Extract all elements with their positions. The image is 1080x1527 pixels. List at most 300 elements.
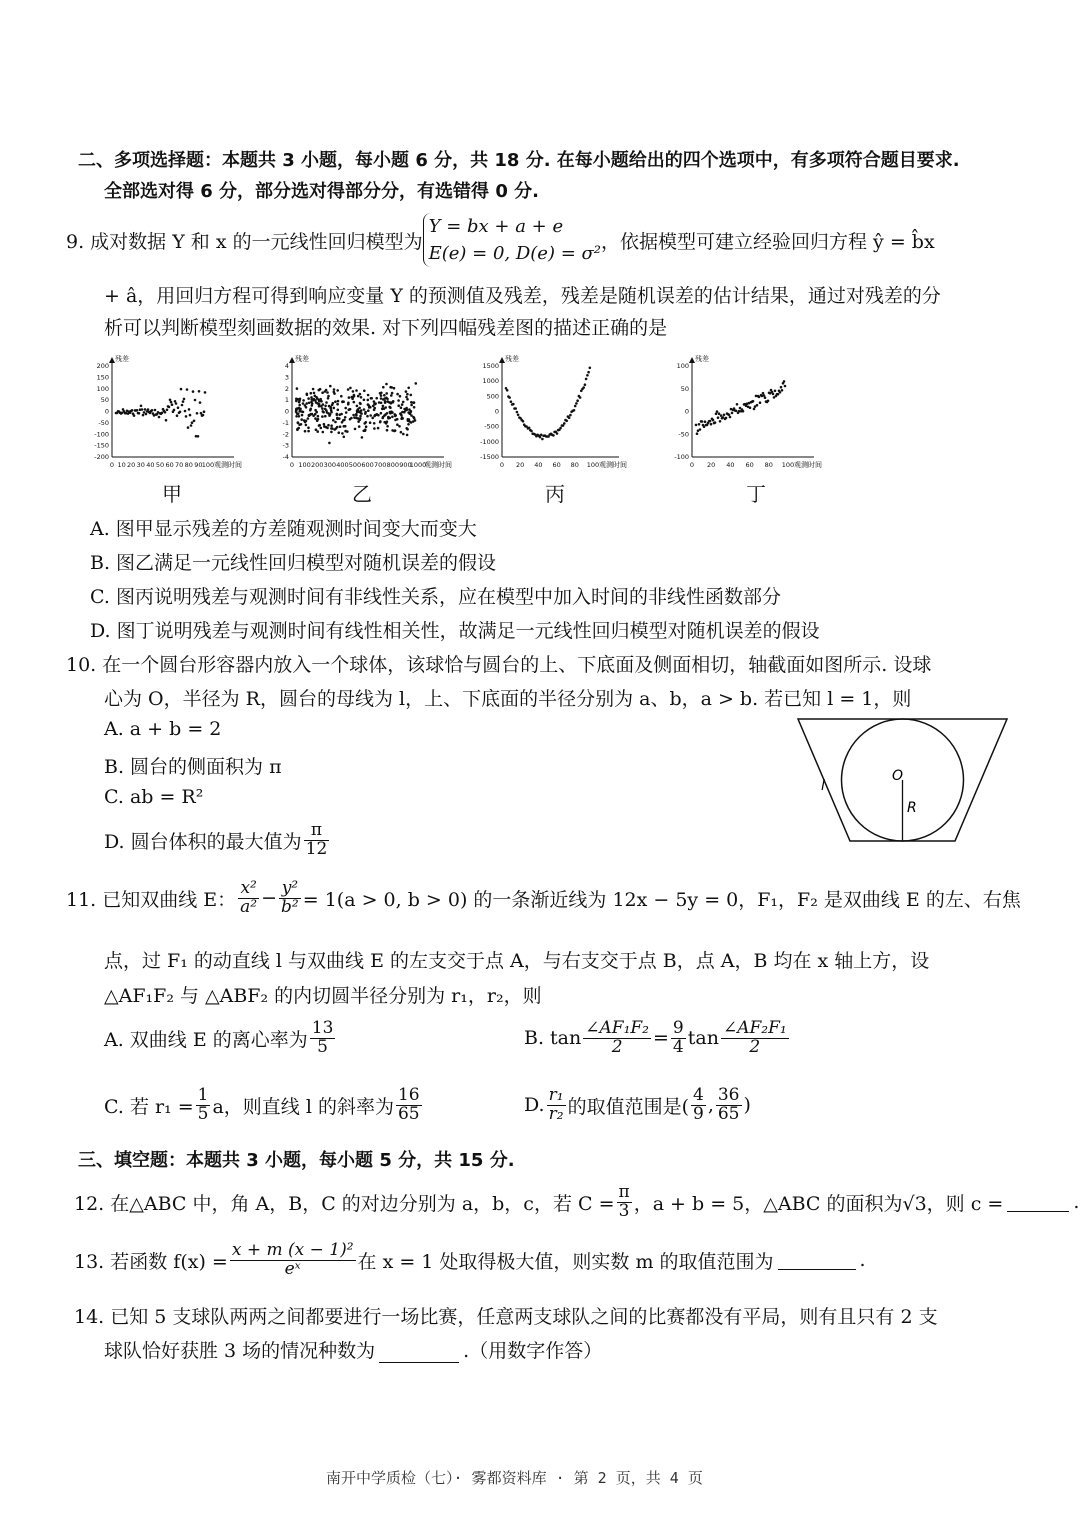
frac-den: a²	[240, 896, 258, 917]
residual-point	[398, 425, 401, 428]
frac-den: 5	[197, 1103, 209, 1124]
x-axis-label: 观测时间	[599, 461, 627, 469]
residual-point	[759, 401, 762, 404]
residual-point	[399, 395, 402, 398]
plot-label-bing: 丙	[545, 482, 565, 506]
q11-option-c-mid: a，则直线 l 的斜率为	[212, 1095, 394, 1118]
residual-point	[539, 436, 542, 439]
residual-point	[158, 416, 161, 419]
x-tick-label: 500	[348, 461, 362, 469]
q11-option-d-pre: D.	[524, 1094, 545, 1117]
residual-point	[136, 409, 139, 412]
q9-stem-line2: + â，用回归方程可得到响应变量 Y 的预测值及残差，残差是随机误差的估计结果，通过对残差的分	[104, 285, 941, 307]
residual-point	[300, 418, 303, 421]
residual-point	[314, 417, 317, 420]
frac-den: b²	[281, 896, 299, 917]
residual-point	[302, 402, 305, 405]
residual-point	[357, 417, 360, 420]
q11-stem-line3: △AF₁F₂ 与 △ABF₂ 的内切圆半径分别为 r₁，r₂，则	[104, 985, 542, 1007]
residual-point	[380, 412, 383, 415]
residual-point	[396, 423, 399, 426]
residual-point	[310, 392, 313, 395]
residual-point	[695, 424, 698, 427]
residual-point	[329, 406, 332, 409]
frac-num: 13	[311, 1018, 334, 1038]
residual-point	[307, 397, 310, 400]
residual-point	[587, 371, 590, 374]
residual-point	[325, 409, 328, 412]
residual-point	[188, 408, 191, 411]
q9-option-c: C. 图丙说明残差与观测时间有非线性关系，应在模型中加入时间的非线性函数部分	[90, 586, 781, 608]
residual-point	[756, 404, 759, 407]
residual-point	[325, 401, 328, 404]
q14-pre: 球队恰好获胜 3 场的情况种数为	[104, 1340, 376, 1362]
y-tick-label: 200	[96, 362, 109, 370]
x-tick-label: 70	[175, 461, 184, 469]
residual-point	[315, 428, 318, 431]
frac-num: x + m (x − 1)²	[231, 1240, 354, 1260]
residual-point	[295, 415, 298, 418]
residual-point	[377, 427, 380, 430]
residual-point	[161, 412, 164, 415]
residual-point	[589, 367, 592, 370]
q11-option-d-frac3	[716, 1087, 742, 1124]
q12-answer-blank[interactable]	[1007, 1193, 1069, 1212]
residual-point	[373, 403, 376, 406]
residual-point	[336, 426, 339, 429]
residual-point	[332, 419, 335, 422]
residual-point	[305, 424, 308, 427]
residual-point	[406, 398, 409, 401]
residual-point	[720, 414, 723, 417]
y-tick-label: 150	[96, 373, 109, 382]
residual-point	[341, 401, 344, 404]
label-O: O	[892, 768, 904, 784]
residual-point	[304, 430, 307, 433]
residual-point	[333, 388, 336, 391]
residual-point	[312, 388, 315, 391]
residual-point	[366, 415, 369, 418]
x-tick-label: 0	[109, 461, 115, 469]
residual-point	[296, 407, 299, 410]
residual-point	[304, 404, 307, 407]
x-tick-label: 80	[764, 461, 773, 469]
q10-frustum-figure	[790, 714, 1015, 849]
residual-point	[400, 431, 403, 434]
residual-point	[203, 410, 206, 413]
y-tick-label: -100	[94, 430, 109, 439]
residual-point	[401, 403, 404, 406]
residual-point	[749, 406, 752, 409]
residual-point	[338, 431, 341, 434]
x-tick-label: 100	[781, 461, 795, 469]
residual-point	[353, 394, 356, 397]
residual-point	[347, 388, 350, 391]
residual-point	[779, 391, 782, 394]
residual-point	[386, 412, 389, 415]
residual-point	[373, 409, 376, 412]
residual-point	[189, 414, 192, 417]
x-tick-label: 10	[117, 461, 126, 469]
residual-point	[758, 396, 761, 399]
x-tick-label: 900	[399, 461, 412, 469]
x-tick-label: 0	[499, 461, 505, 469]
residual-point	[337, 400, 340, 403]
close-paren: )	[743, 1094, 751, 1117]
residual-point	[382, 405, 385, 408]
residual-point	[353, 401, 356, 404]
residual-point	[386, 398, 389, 401]
residual-point	[390, 402, 393, 405]
residual-point	[310, 396, 313, 399]
residual-point	[171, 403, 174, 406]
residual-point	[142, 414, 145, 417]
residual-point	[400, 406, 403, 409]
residual-point	[318, 403, 321, 406]
residual-point	[772, 393, 775, 396]
residual-point	[320, 405, 323, 408]
residual-point	[390, 394, 393, 397]
residual-point	[317, 399, 320, 402]
residual-point	[305, 402, 308, 405]
residual-point	[394, 415, 397, 418]
plot-label-yi: 乙	[352, 482, 372, 506]
q10-option-d	[104, 822, 331, 859]
frac-num: 9	[672, 1018, 684, 1038]
q11-option-a-text: A. 双曲线 E 的离心率为	[104, 1028, 308, 1051]
residual-point	[375, 397, 378, 400]
x-tick-label: 60	[165, 461, 174, 469]
residual-point	[383, 421, 386, 424]
q10-option-a: A. a + b = 2	[104, 718, 222, 740]
q14-stem-line1: 14. 已知 5 支球队两两之间都要进行一场比赛，任意两支球队之间的比赛都没有平局，则有且只有 2 支	[74, 1306, 938, 1328]
residual-point	[701, 420, 704, 423]
residual-point	[345, 411, 348, 414]
residual-point	[308, 402, 311, 405]
residual-point	[410, 410, 413, 413]
label-R: R	[907, 800, 917, 816]
frac-den: eˣ	[284, 1258, 301, 1279]
residual-point	[514, 407, 517, 410]
residual-point	[716, 410, 719, 413]
residual-point	[774, 390, 777, 393]
residual-point	[389, 411, 392, 414]
q11-option-d-frac2	[691, 1087, 706, 1124]
x-tick-label: 0	[689, 461, 695, 469]
residual-point	[329, 385, 332, 388]
residual-point	[333, 428, 336, 431]
residual-point	[190, 424, 193, 427]
y-tick-label: 2	[284, 384, 289, 393]
residual-point	[326, 391, 329, 394]
x-tick-label: 100	[298, 461, 311, 469]
y-tick-label: 50	[680, 384, 689, 393]
residual-point	[344, 407, 347, 410]
q13-answer-blank[interactable]	[778, 1251, 856, 1270]
q9-case1: Y = bx + a + e	[428, 216, 564, 237]
residual-point	[192, 390, 195, 393]
plot-label-ding: 丁	[746, 482, 766, 506]
frac-num: 4	[692, 1085, 704, 1105]
residual-point	[401, 416, 404, 419]
residual-point	[358, 425, 361, 428]
residual-point	[784, 385, 787, 388]
y-tick-label: -1500	[480, 453, 499, 461]
residual-point	[354, 428, 357, 431]
frac-den: 4	[672, 1036, 684, 1057]
residual-point	[329, 413, 332, 416]
residual-point	[349, 387, 352, 390]
y-tick-label: -50	[98, 418, 109, 427]
residual-point	[176, 414, 179, 417]
y-tick-label: 3	[284, 373, 289, 382]
residual-point	[404, 409, 407, 412]
x-axis-label: 观测时间	[794, 461, 822, 469]
y-axis-label: 残差	[115, 355, 129, 363]
y-tick-label: 1000	[482, 377, 499, 386]
residual-point	[712, 419, 715, 422]
residual-point	[559, 427, 562, 430]
residual-point	[565, 420, 568, 423]
residual-point	[552, 434, 555, 437]
residual-point	[576, 399, 579, 402]
q14-stem-line2	[104, 1336, 602, 1363]
x-tick-label: 60	[552, 461, 561, 469]
residual-point	[322, 410, 325, 413]
residual-point	[363, 422, 366, 425]
residual-point	[393, 387, 396, 390]
residual-point	[316, 430, 319, 433]
residual-point	[169, 399, 172, 402]
residual-point	[359, 415, 362, 418]
residual-point	[295, 400, 298, 403]
residual-point	[367, 394, 370, 397]
y-tick-label: -200	[94, 453, 109, 461]
residual-point	[324, 390, 327, 393]
y-axis-label: 残差	[505, 355, 519, 363]
residual-point	[306, 393, 309, 396]
residual-point	[541, 438, 544, 441]
q13-end: .	[859, 1249, 866, 1272]
residual-point	[356, 405, 359, 408]
q11-option-b-frac1	[583, 1020, 651, 1057]
q10-stem-line2: 心为 O，半径为 R，圆台的母线为 l，上、下底面的半径分别为 a、b，a > b. 若已知 l = 1，则	[104, 688, 912, 710]
label-l: l	[821, 778, 825, 794]
page-footer: 南开中学质检（七）· 雾都资料库 · 第 2 页，共 4 页	[326, 1469, 703, 1487]
q9-prefix: 9. 成对数据 Y 和 x 的一元线性回归模型为	[66, 230, 423, 253]
minus-sign: −	[261, 887, 278, 910]
q13-post: 在 x = 1 处取得极大值，则实数 m 的取值范围为	[357, 1250, 774, 1273]
x-tick-label: 400	[336, 461, 349, 469]
residual-point	[328, 442, 331, 445]
y-tick-label: 500	[486, 392, 499, 401]
residual-point	[367, 399, 370, 402]
residual-point	[357, 411, 360, 414]
y-axis-label: 残差	[295, 355, 309, 363]
residual-point	[330, 427, 333, 430]
residual-point	[327, 424, 330, 427]
residual-point	[364, 411, 367, 414]
q13-stem	[74, 1242, 866, 1279]
residual-point	[384, 400, 387, 403]
residual-point	[204, 391, 207, 394]
frac-den: 9	[692, 1103, 704, 1124]
q13-fraction	[230, 1242, 356, 1279]
q9-suffix: ，依据模型可建立经验回归方程 ŷ = b̂x	[601, 230, 935, 253]
residual-point	[316, 419, 319, 422]
residual-point	[324, 405, 327, 408]
residual-point	[777, 393, 780, 396]
residual-point	[326, 427, 329, 430]
residual-point	[310, 413, 313, 416]
residual-point	[381, 417, 384, 420]
frac-den: 65	[717, 1103, 740, 1124]
residual-point	[307, 426, 310, 429]
residual-point	[194, 399, 197, 402]
residual-point	[696, 432, 699, 435]
residual-point	[389, 417, 392, 420]
frac-den: 5	[317, 1036, 328, 1057]
residual-point	[731, 412, 734, 415]
residual-point	[340, 395, 343, 398]
residual-point	[397, 399, 400, 402]
y-tick-label: 0	[284, 407, 289, 416]
residual-point	[352, 414, 355, 417]
y-tick-label: 1500	[482, 362, 499, 370]
residual-point	[405, 396, 408, 399]
q12-post: ，a + b = 5，△ABC 的面积为√3，则 c =	[633, 1192, 1004, 1215]
residual-point	[355, 413, 358, 416]
residual-point	[368, 406, 371, 409]
residual-point	[297, 422, 300, 425]
residual-point	[369, 414, 372, 417]
y-tick-label: -50	[678, 430, 689, 439]
q9-option-d: D. 图丁说明残差与观测时间有线性相关性，故满足一元线性回归模型对随机误差的假设	[90, 620, 820, 642]
residual-point	[317, 415, 320, 418]
q11-option-b-tan: tan	[687, 1027, 719, 1050]
residual-point	[373, 427, 376, 430]
residual-point	[166, 409, 169, 412]
residual-point	[168, 406, 171, 409]
residual-point	[314, 409, 317, 412]
residual-point	[179, 411, 182, 414]
q11-option-c-frac2	[396, 1087, 422, 1124]
residual-point	[359, 402, 362, 405]
residual-point	[323, 423, 326, 426]
residual-point	[311, 404, 314, 407]
residual-point	[336, 389, 339, 392]
residual-point	[735, 410, 738, 413]
residual-point	[516, 411, 519, 414]
y-tick-label: 0	[684, 407, 689, 416]
frac-num: ∠AF₁F₂	[585, 1018, 649, 1038]
residual-point	[413, 406, 416, 409]
frac-num: 36	[717, 1085, 740, 1105]
residual-point	[318, 424, 321, 427]
residual-point	[579, 396, 582, 399]
q11-option-b-frac3	[721, 1020, 789, 1057]
residual-point	[346, 430, 349, 433]
residual-point	[563, 422, 566, 425]
q14-answer-blank[interactable]	[379, 1344, 459, 1363]
residual-point	[297, 427, 300, 430]
q10-option-c: C. ab = R²	[104, 786, 204, 808]
y-tick-label: 1	[284, 396, 289, 405]
x-axis-label: 观测时间	[214, 461, 242, 469]
q9-case2: E(e) = 0, D(e) = σ²	[428, 243, 602, 264]
residual-point	[410, 421, 413, 424]
residual-point	[342, 419, 345, 422]
residual-point	[371, 417, 374, 420]
residual-point	[574, 405, 577, 408]
residual-point	[353, 416, 356, 419]
y-tick-label: 100	[676, 362, 689, 370]
residual-point	[312, 399, 315, 402]
residual-point	[752, 400, 755, 403]
q14-post: .（用数字作答）	[463, 1340, 603, 1362]
frac-den: 3	[618, 1200, 630, 1221]
q9-model-cases	[423, 213, 601, 267]
residual-point	[380, 394, 383, 397]
residual-point	[783, 380, 786, 383]
residual-point	[198, 390, 201, 393]
y-tick-label: 100	[96, 384, 109, 393]
frac-den: r₂	[548, 1103, 564, 1124]
residual-point	[405, 427, 408, 430]
residual-point	[182, 400, 185, 403]
residual-point	[410, 394, 413, 397]
residual-point	[373, 400, 376, 403]
residual-point	[339, 425, 342, 428]
residual-point	[302, 411, 305, 414]
residual-point	[202, 414, 205, 417]
residual-point	[298, 404, 301, 407]
q9-stem-line3: 析可以判断模型刻画数据的效果. 对下列四幅残差图的描述正确的是	[104, 317, 668, 339]
q12-stem	[74, 1184, 1079, 1221]
residual-point	[405, 407, 408, 410]
residual-point	[359, 393, 362, 396]
q11-option-c	[104, 1087, 424, 1124]
frac-den: 65	[397, 1103, 420, 1124]
x-tick-label: 0	[289, 461, 295, 469]
residual-point	[510, 400, 513, 403]
residual-point	[380, 397, 383, 400]
residual-point	[300, 423, 303, 426]
residual-point	[196, 412, 199, 415]
y-tick-label: 4	[284, 362, 289, 370]
residual-point	[177, 406, 180, 409]
residual-point	[742, 410, 745, 413]
residual-point	[341, 432, 344, 435]
section-2-heading: 二、多项选择题：本题共 3 小题，每小题 6 分，共 18 分. 在每小题给出的四个选项中，有多项符合题目要求.	[78, 150, 960, 171]
residual-point	[351, 398, 354, 401]
residual-point	[709, 420, 712, 423]
residual-point	[337, 409, 340, 412]
residual-point	[327, 397, 330, 400]
residual-point	[380, 392, 383, 395]
residual-point	[307, 430, 310, 433]
frac-num: π	[618, 1182, 630, 1202]
x-axis-label: 观测时间	[424, 461, 452, 469]
residual-point	[506, 389, 509, 392]
y-tick-label: -1	[282, 418, 289, 427]
residual-point	[781, 389, 784, 392]
residual-point	[407, 387, 410, 390]
residual-point	[406, 434, 409, 437]
residual-point	[370, 397, 373, 400]
residual-point	[401, 411, 404, 414]
residual-point	[386, 429, 389, 432]
